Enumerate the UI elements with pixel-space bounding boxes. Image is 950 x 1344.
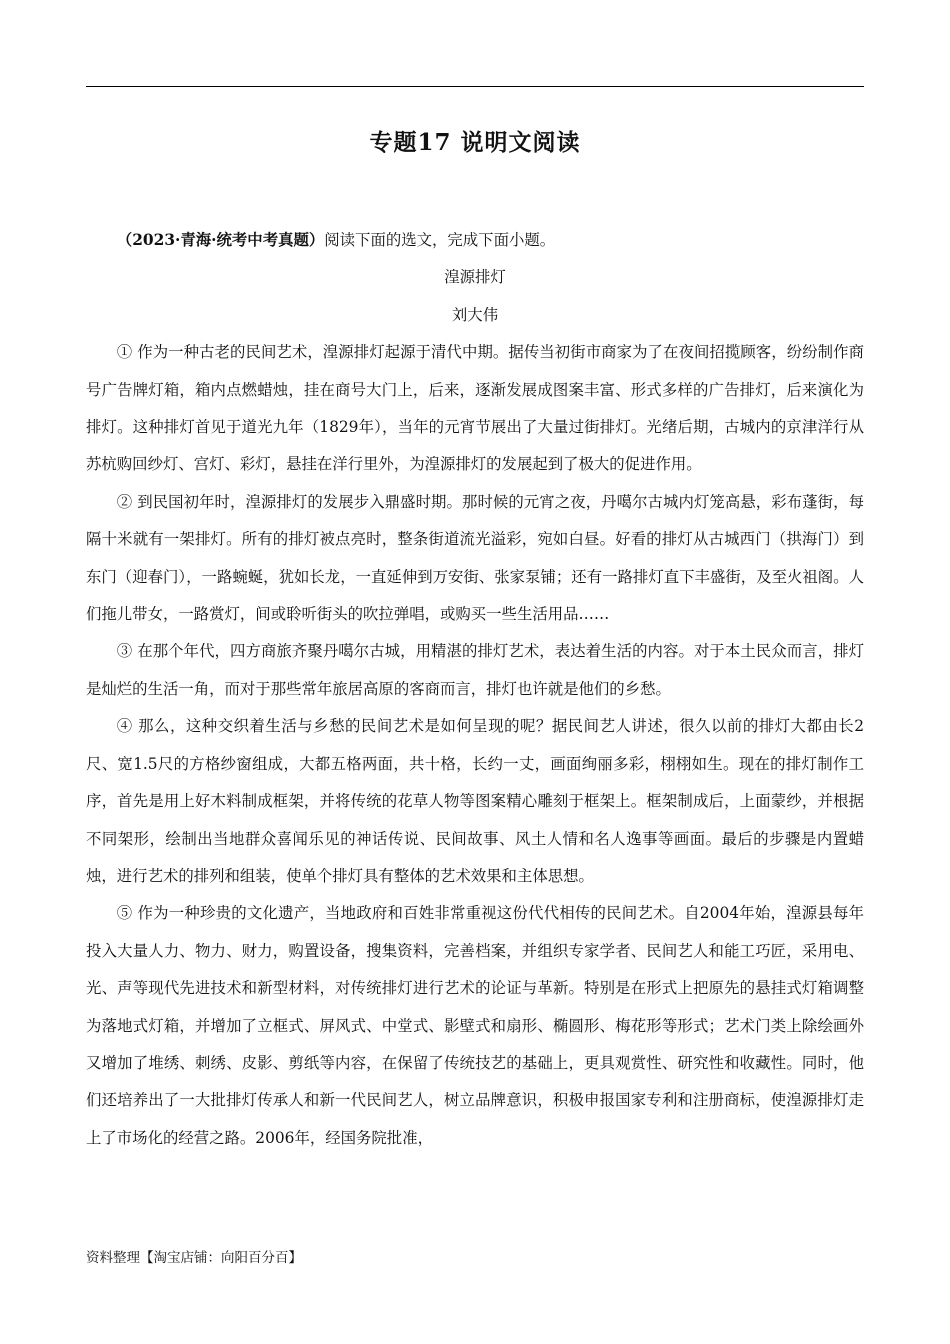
paragraph-4: ④ 那么，这种交织着生活与乡愁的民间艺术是如何呈现的呢？据民间艺人讲述，很久以前的排灯大都由长2尺、宽1.5尺的方格纱窗组成，大都五格两面，共十格，长约一丈，画面绚丽多彩，栩栩如生。现在的排灯制作工序，首先是用上好木料制成框架，并将传统的花草人物等图案精心雕刻于框架上。框架制成后，上面蒙纱，并根据不同架形，绘制出当地群众喜闻乐见的神话传说、民间故事、风土人情和名人逸事等画面。最后的步骤是内置蜡烛，进行艺术的排列和组装，使单个排灯具有整体的艺术效果和主体思想。 [86, 717, 864, 885]
paragraph-5: ⑤ 作为一种珍贵的文化遗产，当地政府和百姓非常重视这份代代相传的民间艺术。自2004年始，湟源县每年投入大量人力、物力、财力，购置设备，搜集资料，完善档案，并组织专家学者、民间艺人和能工巧匠，采用电、光、声等现代先进技术和新型材料，对传统排灯进行艺术的论证与革新。特别是在形式上把原先的悬挂式灯箱调整为落地式灯箱，并增加了立框式、屏风式、中堂式、影壁式和扇形、椭圆形、梅花形等形式；艺术门类上除绘画外又增加了堆绣、刺绣、皮影、剪纸等内容，在保留了传统技艺的基础上，更具观赏性、研究性和收藏性。同时，他们还培养出了一大批排灯传承人和新一代民间艺人，树立品牌意识，积极申报国家专利和注册商标，使湟源排灯走上了市场化的经营之路。2006年，经国务院批准， [86, 904, 864, 1147]
article-author: 刘大伟 [451, 305, 499, 324]
page-title: 专题17 说明文阅读 [369, 129, 581, 156]
paragraph-1: ① 作为一种古老的民间艺术，湟源排灯起源于清代中期。据传当初街市商家为了在夜间招揽顾客，纷纷制作商号广告牌灯箱，箱内点燃蜡烛，挂在商号大门上，后来，逐渐发展成图案丰富、形式多样的广告排灯，后来演化为排灯。这种排灯首见于道光九年（1829年），当年的元宵节展出了大量过街排灯。光绪后期，古城内的京津洋行从苏杭购回纱灯、宫灯、彩灯，悬挂在洋行里外，为湟源排灯的发展起到了极大的促进作用。 [86, 343, 864, 474]
question-instruction: 阅读下面的选文，完成下面小题。 [324, 231, 556, 249]
paragraph-3: ③ 在那个年代，四方商旅齐聚丹噶尔古城，用精湛的排灯艺术，表达着生活的内容。对于本土民众而言，排灯是灿烂的生活一角，而对于那些常年旅居高原的客商而言，排灯也许就是他们的乡愁。 [86, 642, 864, 698]
header-rule [86, 86, 864, 87]
paragraph-2: ② 到民国初年时，湟源排灯的发展步入鼎盛时期。那时候的元宵之夜，丹噶尔古城内灯笼高悬，彩布蓬街，每隔十米就有一架排灯。所有的排灯被点亮时，整条街道流光溢彩，宛如白昼。好看的排灯从古城西门（拱海门）到东门（迎春门），一路蜿蜒，犹如长龙，一直延伸到万安街、张家泵铺；还有一路排灯直下丰盛街，及至火祖阁。人们拖儿带女，一路赏灯，间或聆听街头的吹拉弹唱，或购买一些生活用品…… [86, 492, 864, 624]
question-source: （2023·青海·统考中考真题） [116, 231, 325, 249]
article-title: 湟源排灯 [444, 268, 506, 287]
page-footer: 资料整理【淘宝店铺：向阳百分百】 [86, 1250, 302, 1266]
question-intro [86, 222, 864, 259]
document-body [86, 222, 864, 1157]
